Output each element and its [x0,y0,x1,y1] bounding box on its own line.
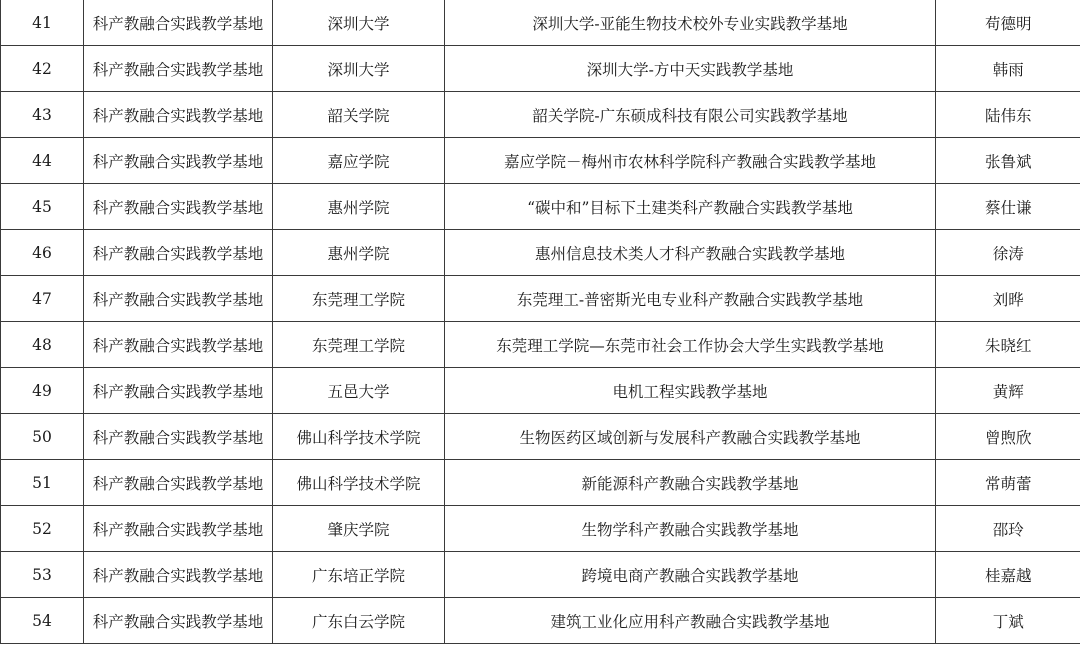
row-number-cell: 46 [1,230,84,276]
row-number-cell: 52 [1,506,84,552]
table-row [1,506,1080,552]
leader-cell: 苟德明 [936,0,1080,46]
table-row [1,414,1080,460]
base-type-cell: 科产教融合实践教学基地 [84,414,273,460]
base-type-cell: 科产教融合实践教学基地 [84,598,273,644]
base-name-cell: 东莞理工学院—东莞市社会工作协会大学生实践教学基地 [445,322,936,368]
row-number-cell: 48 [1,322,84,368]
base-type-cell: 科产教融合实践教学基地 [84,0,273,46]
row-number-cell: 49 [1,368,84,414]
row-number-cell: 47 [1,276,84,322]
row-number-cell: 44 [1,138,84,184]
school-cell: 肇庆学院 [273,506,445,552]
leader-cell: 桂嘉越 [936,552,1080,598]
leader-cell: 黄辉 [936,368,1080,414]
table-row [1,322,1080,368]
school-cell: 韶关学院 [273,92,445,138]
base-type-cell: 科产教融合实践教学基地 [84,138,273,184]
school-cell: 深圳大学 [273,0,445,46]
base-name-cell: 惠州信息技术类人才科产教融合实践教学基地 [445,230,936,276]
base-name-cell: “碳中和”目标下土建类科产教融合实践教学基地 [445,184,936,230]
leader-cell: 朱晓红 [936,322,1080,368]
school-cell: 佛山科学技术学院 [273,414,445,460]
table-row [1,368,1080,414]
row-number-cell: 51 [1,460,84,506]
row-number-cell: 43 [1,92,84,138]
row-number-cell: 42 [1,46,84,92]
school-cell: 惠州学院 [273,184,445,230]
school-cell: 东莞理工学院 [273,322,445,368]
base-type-cell: 科产教融合实践教学基地 [84,460,273,506]
leader-cell: 陆伟东 [936,92,1080,138]
base-name-cell: 深圳大学-亚能生物技术校外专业实践教学基地 [445,0,936,46]
school-cell: 五邑大学 [273,368,445,414]
row-number-cell: 53 [1,552,84,598]
table-row [1,598,1080,644]
school-cell: 东莞理工学院 [273,276,445,322]
table-row [1,184,1080,230]
base-name-cell: 韶关学院-广东硕成科技有限公司实践教学基地 [445,92,936,138]
base-name-cell: 生物医药区域创新与发展科产教融合实践教学基地 [445,414,936,460]
base-name-cell: 新能源科产教融合实践教学基地 [445,460,936,506]
leader-cell: 曾煦欣 [936,414,1080,460]
school-cell: 嘉应学院 [273,138,445,184]
school-cell: 广东培正学院 [273,552,445,598]
row-number-cell: 41 [1,0,84,46]
table-row [1,46,1080,92]
leader-cell: 徐涛 [936,230,1080,276]
school-cell: 佛山科学技术学院 [273,460,445,506]
row-number-cell: 45 [1,184,84,230]
school-cell: 深圳大学 [273,46,445,92]
leader-cell: 张鲁斌 [936,138,1080,184]
leader-cell: 邵玲 [936,506,1080,552]
leader-cell: 韩雨 [936,46,1080,92]
base-type-cell: 科产教融合实践教学基地 [84,184,273,230]
school-cell: 广东白云学院 [273,598,445,644]
base-type-cell: 科产教融合实践教学基地 [84,506,273,552]
table-row [1,276,1080,322]
row-number-cell: 50 [1,414,84,460]
base-type-cell: 科产教融合实践教学基地 [84,230,273,276]
base-name-cell: 深圳大学-方中天实践教学基地 [445,46,936,92]
base-type-cell: 科产教融合实践教学基地 [84,552,273,598]
leader-cell: 刘晔 [936,276,1080,322]
leader-cell: 蔡仕谦 [936,184,1080,230]
table-row [1,552,1080,598]
base-name-cell: 生物学科产教融合实践教学基地 [445,506,936,552]
base-type-cell: 科产教融合实践教学基地 [84,46,273,92]
base-name-cell: 嘉应学院－梅州市农林科学院科产教融合实践教学基地 [445,138,936,184]
table-row [1,138,1080,184]
table-row [1,0,1080,46]
table-row [1,460,1080,506]
leader-cell: 常萌蕾 [936,460,1080,506]
base-type-cell: 科产教融合实践教学基地 [84,368,273,414]
base-name-cell: 电机工程实践教学基地 [445,368,936,414]
base-name-cell: 东莞理工-普密斯光电专业科产教融合实践教学基地 [445,276,936,322]
leader-cell: 丁斌 [936,598,1080,644]
school-cell: 惠州学院 [273,230,445,276]
base-type-cell: 科产教融合实践教学基地 [84,276,273,322]
table-body [1,0,1080,644]
table-row [1,92,1080,138]
base-name-cell: 跨境电商产教融合实践教学基地 [445,552,936,598]
row-number-cell: 54 [1,598,84,644]
base-type-cell: 科产教融合实践教学基地 [84,92,273,138]
table-row [1,230,1080,276]
base-name-cell: 建筑工业化应用科产教融合实践教学基地 [445,598,936,644]
base-type-cell: 科产教融合实践教学基地 [84,322,273,368]
